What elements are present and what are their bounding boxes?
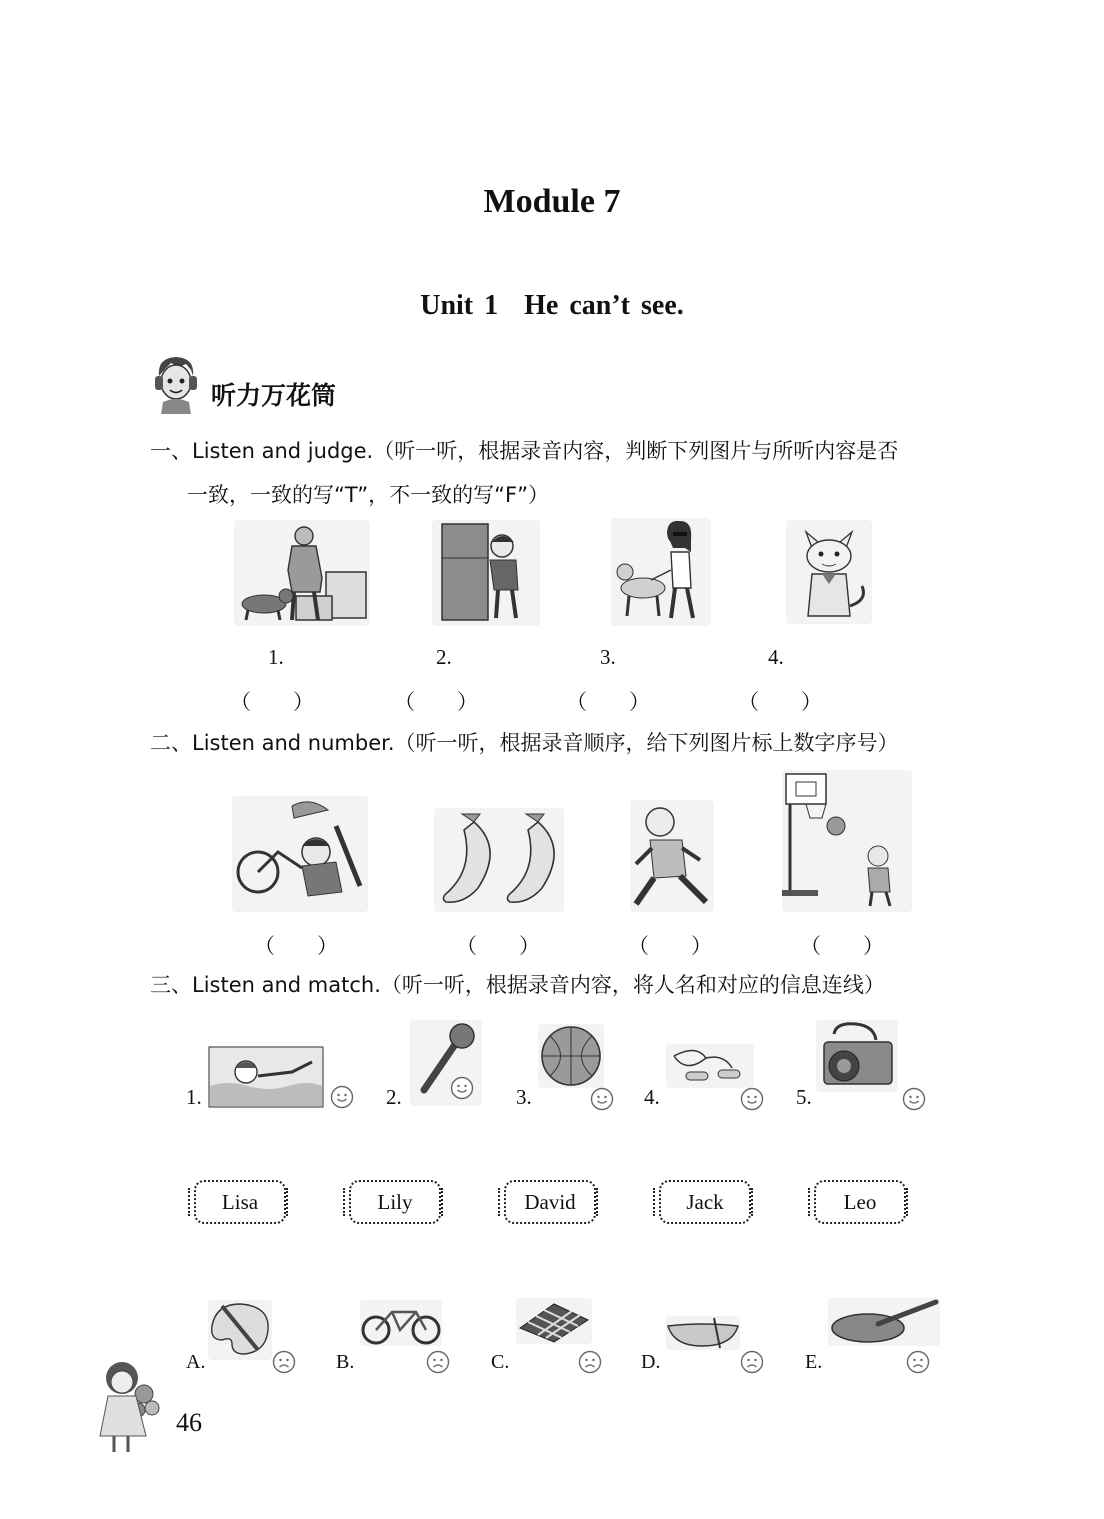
answer-blank[interactable]: （ ） xyxy=(566,690,650,714)
picture-boy-pushing-fridge xyxy=(432,520,540,626)
section2-heading: 二、Listen and number.（听一听，根据录音顺序，给下列图片标上数字序号） xyxy=(150,731,899,755)
picture-basketball xyxy=(538,1024,604,1088)
s3-item-letter: B. xyxy=(336,1351,355,1373)
smiley-face-icon xyxy=(450,1076,474,1104)
girl-with-flowers-icon xyxy=(92,1356,166,1456)
name-box[interactable]: Lisa xyxy=(194,1180,286,1224)
s3-item-number: 5. xyxy=(796,1085,812,1109)
picture-man-running xyxy=(630,800,714,912)
answer-blank[interactable]: （ ） xyxy=(254,934,338,958)
answer-blank[interactable]: （ ） xyxy=(394,690,478,714)
unit-name: He can’t see. xyxy=(524,290,684,321)
picture-frying-pan xyxy=(828,1298,940,1346)
picture-jump-rope xyxy=(666,1044,754,1088)
picture-sausages xyxy=(434,808,564,912)
name-box[interactable]: Lily xyxy=(349,1180,441,1224)
s3-item-letter: D. xyxy=(641,1351,661,1373)
section3-heading: 三、Listen and match.（听一听，根据录音内容，将人名和对应的信息连线） xyxy=(150,973,885,997)
answer-blank[interactable]: （ ） xyxy=(738,690,822,714)
picture-boy-falling-off-bike xyxy=(232,796,368,912)
s1-item-number: 2. xyxy=(436,645,452,669)
picture-paint-palette xyxy=(208,1300,272,1360)
unit-number: Unit 1 xyxy=(420,290,499,321)
picture-chess-board xyxy=(516,1298,592,1344)
module-title: Module 7 xyxy=(483,183,621,220)
sad-face-icon xyxy=(906,1350,930,1378)
smiley-face-icon xyxy=(590,1087,614,1115)
picture-girl-with-guide-dog xyxy=(611,518,711,626)
sad-face-icon xyxy=(426,1350,450,1378)
picture-camera xyxy=(816,1020,898,1092)
sad-face-icon xyxy=(272,1350,296,1378)
picture-boy-playing-basketball xyxy=(782,770,912,912)
name-box[interactable]: Leo xyxy=(814,1180,906,1224)
section1-heading-line1: 一、Listen and judge.（听一听，根据录音内容，判断下列图片与所听内容是否 xyxy=(150,439,899,463)
s3-item-number: 3. xyxy=(516,1085,532,1109)
s1-item-number: 4. xyxy=(768,645,784,669)
name-box[interactable]: Jack xyxy=(659,1180,751,1224)
smiley-face-icon xyxy=(902,1087,926,1115)
picture-boat xyxy=(666,1316,740,1350)
page-number: 46 xyxy=(176,1408,202,1437)
picture-cat xyxy=(786,520,872,624)
answer-blank[interactable]: （ ） xyxy=(456,934,540,958)
section1-heading-line2: 一致，一致的写“T”，不一致的写“F”） xyxy=(187,483,549,507)
s3-item-number: 1. xyxy=(186,1085,202,1109)
name-box[interactable]: David xyxy=(504,1180,596,1224)
s3-item-letter: C. xyxy=(491,1351,510,1373)
s1-item-number: 1. xyxy=(268,645,284,669)
answer-blank[interactable]: （ ） xyxy=(230,690,314,714)
picture-swimming xyxy=(208,1046,324,1108)
sad-face-icon xyxy=(740,1350,764,1378)
answer-blank[interactable]: （ ） xyxy=(628,934,712,958)
s3-item-letter: E. xyxy=(805,1351,823,1373)
s3-item-number: 2. xyxy=(386,1085,402,1109)
smiley-face-icon xyxy=(330,1085,354,1113)
picture-bicycle xyxy=(360,1300,442,1346)
unit-title xyxy=(0,290,1104,322)
s3-item-number: 4. xyxy=(644,1085,660,1109)
s3-item-letter: A. xyxy=(186,1351,206,1373)
picture-man-with-dog xyxy=(234,520,370,626)
answer-blank[interactable]: （ ） xyxy=(800,934,884,958)
section-banner: 听力万花筒 xyxy=(211,381,337,410)
sad-face-icon xyxy=(578,1350,602,1378)
boy-with-headphones-icon xyxy=(151,352,201,414)
smiley-face-icon xyxy=(740,1087,764,1115)
s1-item-number: 3. xyxy=(600,645,616,669)
